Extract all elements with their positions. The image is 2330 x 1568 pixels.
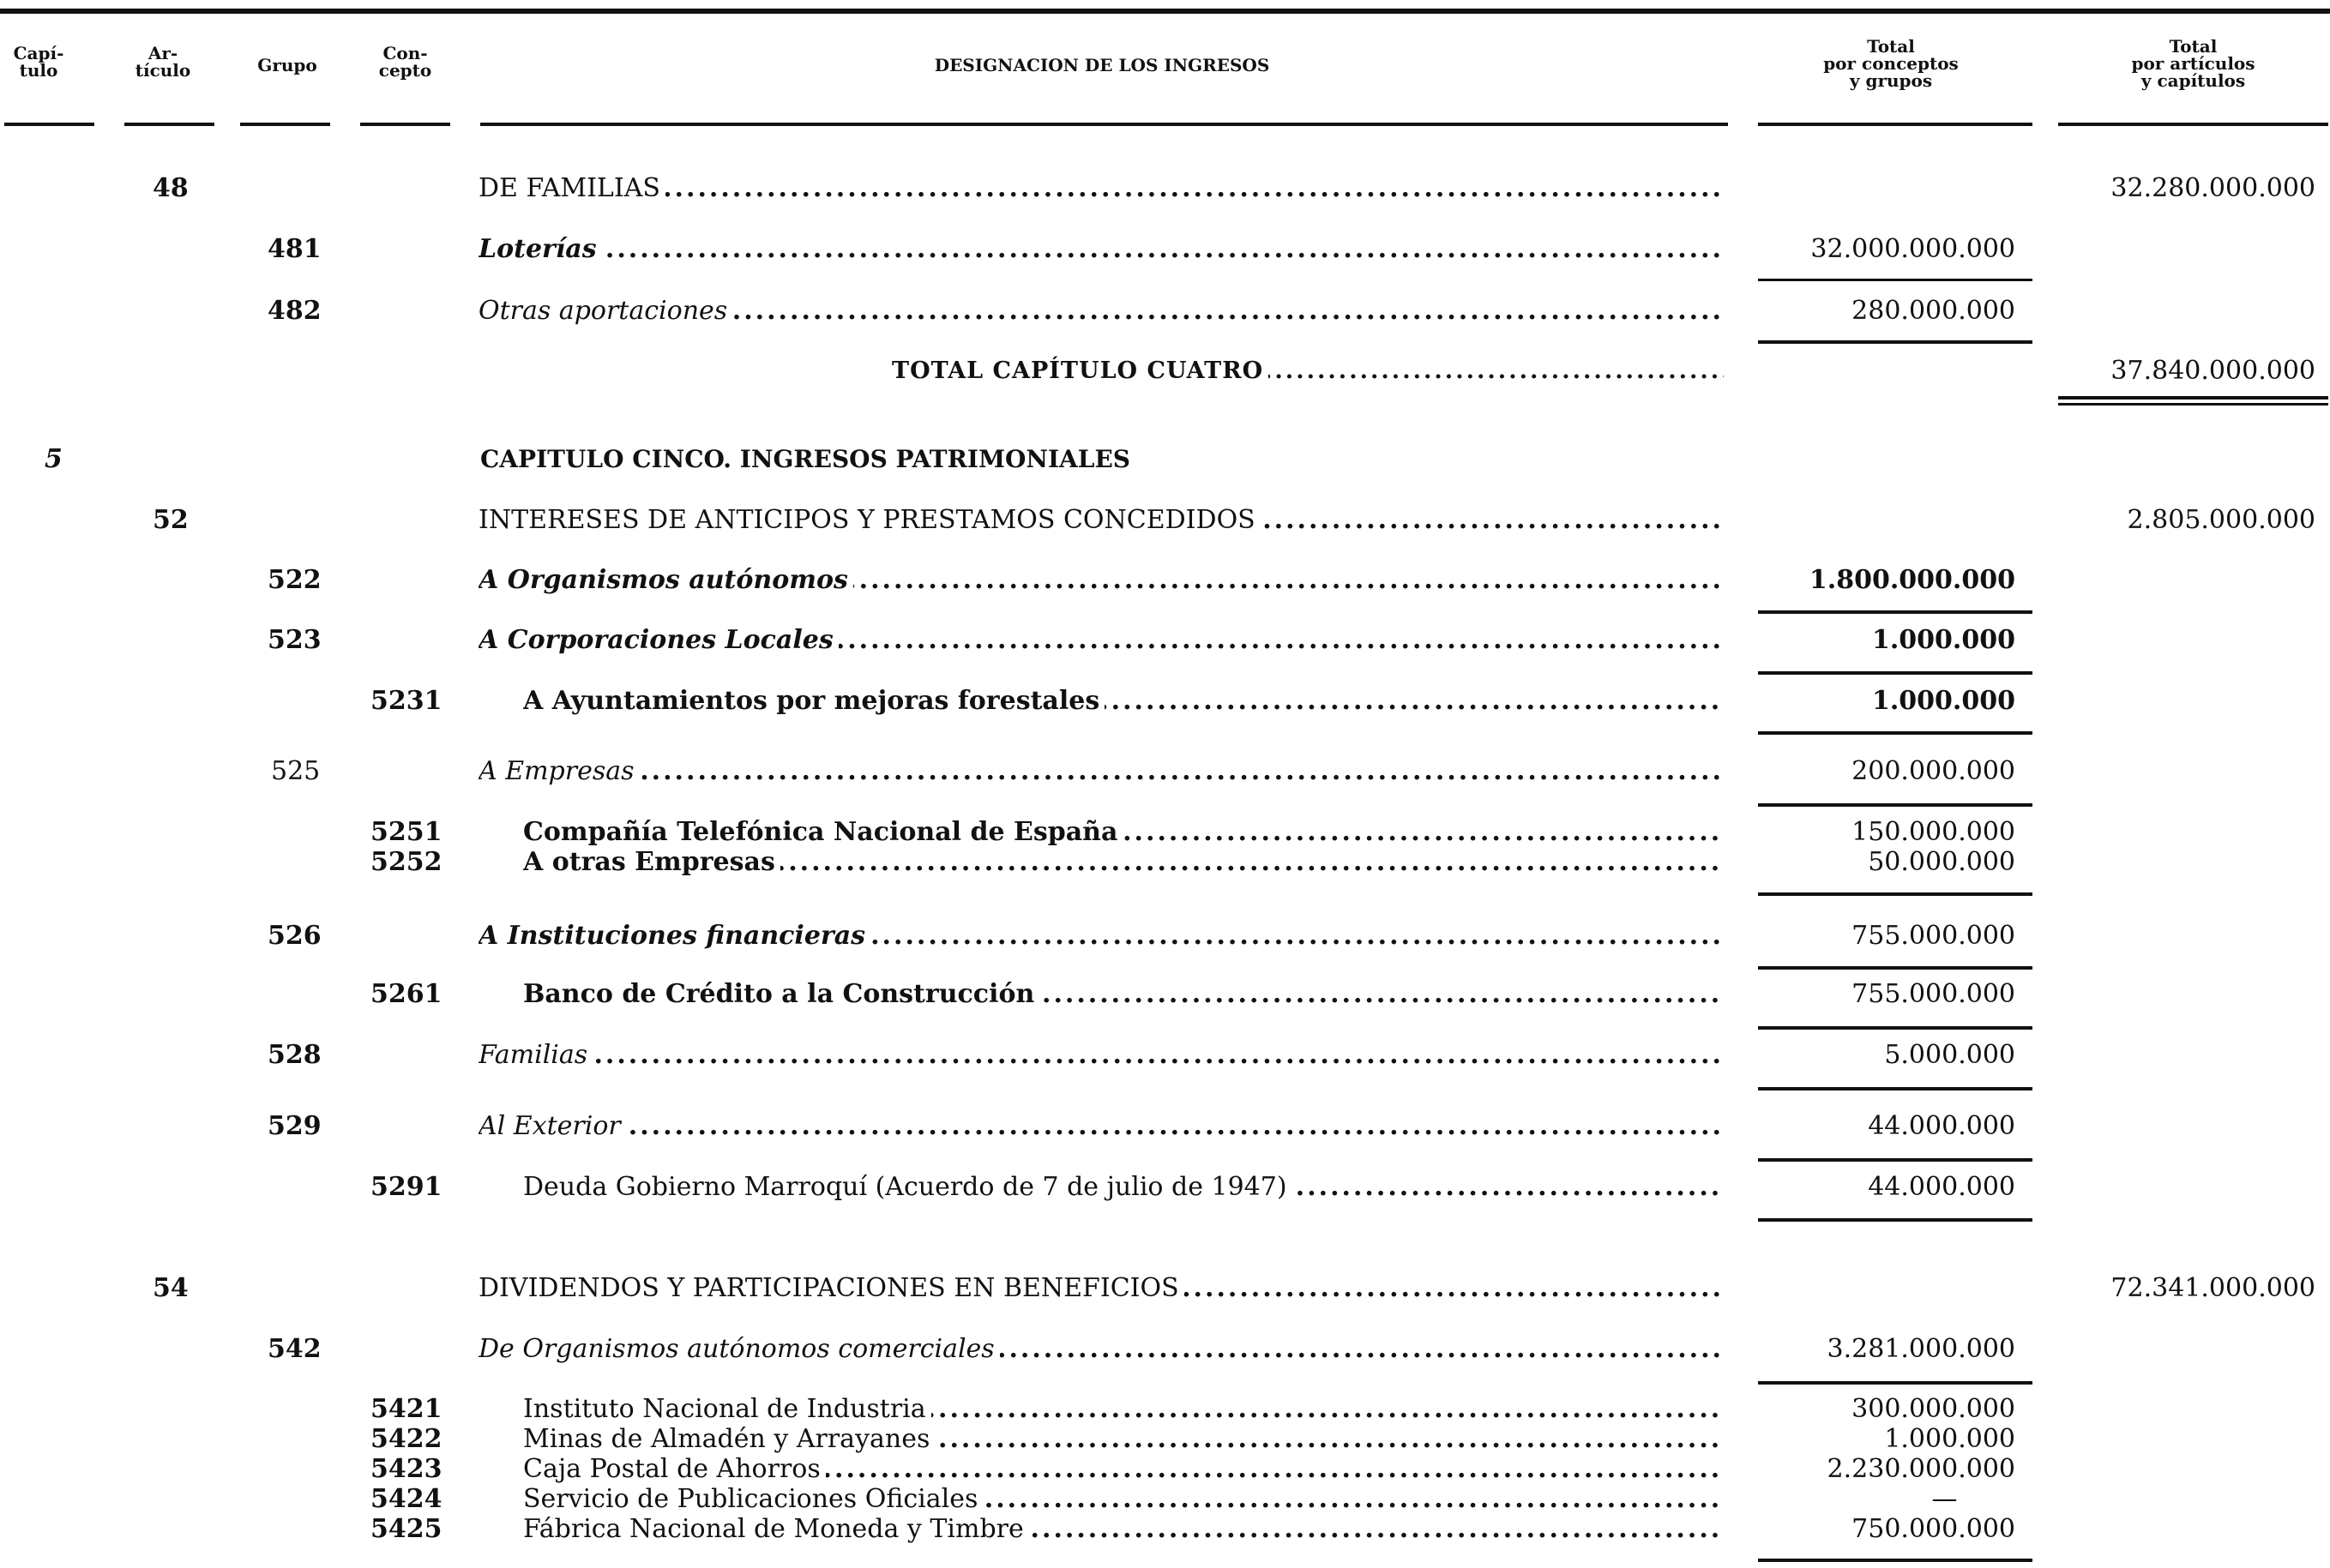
sub-rule xyxy=(1758,966,2032,970)
total-articulo: 72.341.000.000 xyxy=(2110,1273,2315,1303)
sub-rule xyxy=(1758,1381,2032,1385)
total-concepto: 44.000.000 xyxy=(1868,1172,2015,1202)
header-rule xyxy=(1758,123,2032,126)
header-concepto: Con- cepto xyxy=(378,43,432,81)
total-concepto: 2.230.000.000 xyxy=(1827,1454,2015,1484)
grupo-code: 529 xyxy=(268,1111,322,1141)
header-total-conceptos: Total por conceptos y grupos xyxy=(1823,36,1959,91)
table-row xyxy=(0,754,2330,792)
table-row xyxy=(0,977,2330,1015)
designacion: Loterías ..... xyxy=(479,234,1724,265)
table-row xyxy=(0,684,2330,722)
header-total-articulos: Total por artículos y capítulos xyxy=(2131,36,2255,91)
table-row xyxy=(0,294,2330,332)
total-concepto: 1.000.000 xyxy=(1871,625,2015,655)
sub-rule xyxy=(2058,403,2328,406)
grupo-code: 482 xyxy=(268,296,322,326)
sub-rule xyxy=(2058,396,2328,400)
total-concepto: 150.000.000 xyxy=(1851,817,2015,847)
designacion: Instituto Nacional de Industria ..... xyxy=(523,1394,1724,1425)
total-concepto: 32.000.000.000 xyxy=(1810,234,2015,264)
header-grupo: Grupo xyxy=(257,55,317,75)
grupo-code: 528 xyxy=(268,1040,322,1070)
header-rule xyxy=(124,123,214,126)
capitulo-code: 5 xyxy=(45,444,63,474)
header-rule xyxy=(4,123,94,126)
designacion: A otras Empresas ..... xyxy=(523,847,1724,878)
designacion: DIVIDENDOS Y PARTICIPACIONES EN BENEFICIOS ..... xyxy=(479,1273,1724,1304)
total-concepto: 300.000.000 xyxy=(1851,1394,2015,1424)
total-concepto: 750.000.000 xyxy=(1851,1514,2015,1544)
table-row xyxy=(0,171,2330,209)
table-row xyxy=(0,1170,2330,1208)
articulo-code: 48 xyxy=(153,173,189,203)
total-concepto: 3.281.000.000 xyxy=(1827,1334,2015,1364)
total-concepto: 1.000.000 xyxy=(1884,1424,2015,1454)
designacion: A Instituciones financieras ..... xyxy=(479,921,1724,952)
capitulo-title: CAPITULO CINCO. INGRESOS PATRIMONIALES xyxy=(480,445,1131,473)
header-capitulo: Capí- tulo xyxy=(13,43,64,81)
header-rule xyxy=(2058,123,2328,126)
top-rule xyxy=(0,9,2330,14)
table-row xyxy=(0,1109,2330,1147)
total-articulo: 37.840.000.000 xyxy=(2110,356,2315,386)
designacion: Deuda Gobierno Marroquí (Acuerdo de 7 de julio de 1947) ..... xyxy=(523,1172,1724,1203)
concepto-code: 5424 xyxy=(370,1484,443,1514)
table-row xyxy=(0,919,2330,957)
grupo-code: 481 xyxy=(268,234,322,264)
sub-rule xyxy=(1758,1087,2032,1090)
total-concepto: — xyxy=(1931,1484,1958,1514)
concepto-code: 5231 xyxy=(370,686,443,716)
designacion: INTERESES DE ANTICIPOS Y PRESTAMOS CONCEDIDOS ..... xyxy=(479,505,1724,536)
total-concepto: 1.000.000 xyxy=(1871,686,2015,716)
table-row xyxy=(0,1332,2330,1370)
total-concepto: 5.000.000 xyxy=(1884,1040,2015,1070)
designacion: Caja Postal de Ahorros ..... xyxy=(523,1454,1724,1485)
designacion: Fábrica Nacional de Moneda y Timbre ..... xyxy=(523,1514,1724,1545)
sub-rule xyxy=(1758,671,2032,675)
sub-rule xyxy=(1758,610,2032,614)
header-designacion: DESIGNACION DE LOS INGRESOS xyxy=(934,55,1270,75)
designacion: Banco de Crédito a la Construcción ..... xyxy=(523,979,1724,1010)
concepto-code: 5291 xyxy=(370,1172,443,1202)
designacion: Otras aportaciones ..... xyxy=(479,296,1724,327)
total-concepto: 44.000.000 xyxy=(1868,1111,2015,1141)
table-row xyxy=(0,623,2330,661)
sub-rule xyxy=(1758,1158,2032,1162)
designacion: DE FAMILIAS ..... xyxy=(479,173,1724,204)
table-row xyxy=(0,845,2330,883)
header-rule xyxy=(360,123,450,126)
table-row xyxy=(0,1038,2330,1076)
table-row xyxy=(0,503,2330,541)
designacion: De Organismos autónomos comerciales ..... xyxy=(479,1334,1724,1365)
grupo-code: 522 xyxy=(268,565,322,595)
sub-rule xyxy=(1758,279,2032,281)
designacion: Al Exterior ..... xyxy=(479,1111,1724,1142)
grupo-code: 542 xyxy=(268,1334,322,1364)
concepto-code: 5422 xyxy=(370,1424,443,1454)
designacion: Minas de Almadén y Arrayanes ..... xyxy=(523,1424,1724,1455)
designacion: A Ayuntamientos por mejoras forestales ..... xyxy=(523,686,1724,717)
total-concepto: 50.000.000 xyxy=(1868,847,2015,877)
header-articulo: Ar- tículo xyxy=(135,43,191,81)
sub-rule xyxy=(1758,1559,2032,1562)
sub-rule xyxy=(1758,731,2032,735)
table-row xyxy=(0,354,2330,392)
concepto-code: 5252 xyxy=(370,847,443,877)
table-row xyxy=(0,232,2330,270)
designacion: A Organismos autónomos ..... xyxy=(479,565,1724,596)
total-capitulo-label: TOTAL CAPÍTULO CUATRO ..... xyxy=(892,356,1724,387)
total-concepto: 200.000.000 xyxy=(1851,756,2015,786)
sub-rule xyxy=(1758,1026,2032,1030)
concepto-code: 5261 xyxy=(370,979,443,1009)
designacion: Servicio de Publicaciones Oficiales ..... xyxy=(523,1484,1724,1515)
designacion: A Empresas ..... xyxy=(479,756,1724,787)
total-concepto: 1.800.000.000 xyxy=(1809,565,2015,595)
table-row xyxy=(0,1512,2330,1550)
articulo-code: 54 xyxy=(153,1273,189,1303)
total-articulo: 2.805.000.000 xyxy=(2127,505,2315,535)
grupo-code: 525 xyxy=(271,756,321,786)
total-concepto: 755.000.000 xyxy=(1851,921,2015,951)
sub-rule xyxy=(1758,892,2032,896)
table-row xyxy=(0,442,2330,480)
concepto-code: 5421 xyxy=(370,1394,443,1424)
articulo-code: 52 xyxy=(153,505,189,535)
header-rule xyxy=(240,123,330,126)
concepto-code: 5425 xyxy=(370,1514,443,1544)
concepto-code: 5423 xyxy=(370,1454,443,1484)
designacion: Compañía Telefónica Nacional de España ..... xyxy=(523,817,1724,848)
designacion: Familias ..... xyxy=(479,1040,1724,1071)
grupo-code: 526 xyxy=(268,921,322,951)
designacion: A Corporaciones Locales ..... xyxy=(479,625,1724,656)
total-concepto: 280.000.000 xyxy=(1851,296,2015,326)
header-rule xyxy=(480,123,1728,126)
total-concepto: 755.000.000 xyxy=(1851,979,2015,1009)
table-row xyxy=(0,563,2330,601)
sub-rule xyxy=(1758,340,2032,344)
table-row xyxy=(0,1271,2330,1309)
grupo-code: 523 xyxy=(268,625,322,655)
total-articulo: 32.280.000.000 xyxy=(2110,173,2315,203)
concepto-code: 5251 xyxy=(370,817,443,847)
sub-rule xyxy=(1758,803,2032,807)
sub-rule xyxy=(1758,1218,2032,1222)
